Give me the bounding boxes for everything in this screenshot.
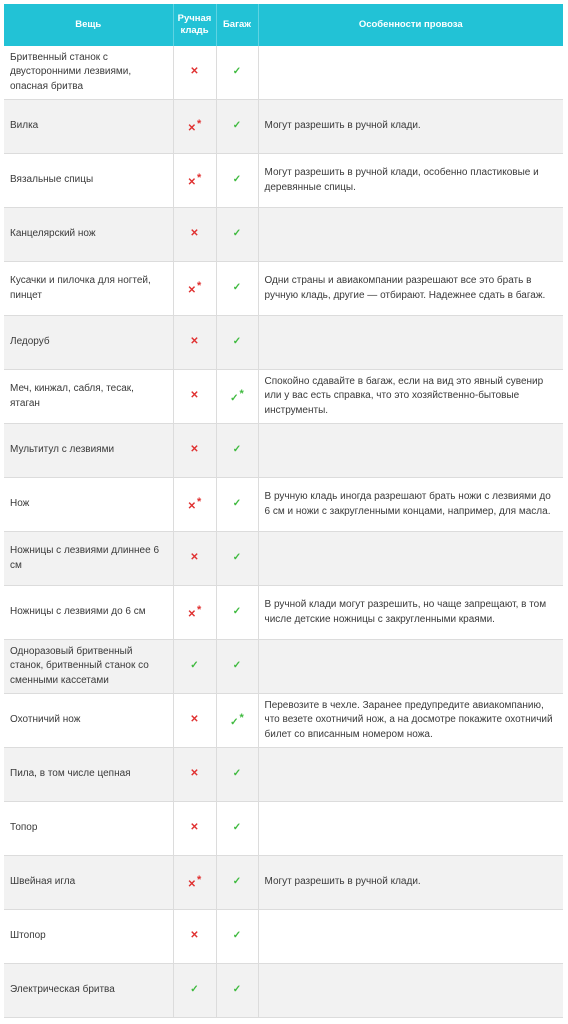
carry-on-cell [173,208,216,262]
cross-icon: ✕ [190,714,199,726]
table-row [4,46,563,100]
carry-on-cell [173,964,216,1018]
checked-baggage-cell [216,586,258,640]
asterisk-icon: * [197,873,202,886]
table-row [4,910,563,964]
cross-icon: ✕ [190,228,199,240]
checked-baggage-cell [216,370,258,424]
checked-baggage-cell [216,154,258,208]
cross-icon: ✕ [187,500,197,512]
carry-on-cell [173,802,216,856]
item-name: Мультитул с лезвиями [4,424,173,478]
checkmark-icon: ✓ [232,66,242,78]
asterisk-icon: * [239,711,244,724]
table-row [4,370,563,424]
checked-baggage-cell [216,694,258,748]
item-name: Одноразовый бритвенный станок, бритвенный станок со сменными кассетами [4,640,173,694]
cross-icon: ✕ [190,66,199,78]
asterisk-icon: * [197,117,202,130]
carry-on-cell [173,100,216,154]
checked-baggage-cell [216,262,258,316]
table-row [4,208,563,262]
item-name: Канцелярский нож [4,208,173,262]
item-name: Бритвенный станок с двусторонними лезвиями, опасная бритва [4,46,173,100]
transport-note [258,640,563,694]
transport-note: Могут разрешить в ручной клади. [258,856,563,910]
header-notes: Особенности провоза [258,4,563,46]
transport-note: Перевозите в чехле. Заранее предупредите авиакомпанию, что везете охотничий нож, а на досмотре покажите охотничий билет со вписанным номером ножа. [258,694,563,748]
checked-baggage-cell [216,424,258,478]
transport-note: Одни страны и авиакомпании разрешают все это брать в ручную кладь, другие — отбирают. Надежнее сдать в багаж. [258,262,563,316]
item-name: Кусачки и пилочка для ногтей, пинцет [4,262,173,316]
checkmark-icon: ✓ [232,876,242,888]
carry-on-cell [173,46,216,100]
table-row [4,964,563,1018]
checkmark-icon: ✓ [232,336,242,348]
table-body [4,46,563,1018]
asterisk-icon: * [197,495,202,508]
checked-baggage-cell [216,100,258,154]
checkmark-icon: ✓ [232,606,242,618]
table-row [4,532,563,586]
carry-on-cell [173,478,216,532]
asterisk-icon: * [197,279,202,292]
transport-note: Могут разрешить в ручной клади, особенно пластиковые и деревянные спицы. [258,154,563,208]
checked-baggage-cell [216,478,258,532]
checkmark-icon: ✓ [190,984,199,996]
checkmark-icon: ✓ [232,444,242,456]
checkmark-icon: ✓ [230,716,239,728]
checked-baggage-cell [216,964,258,1018]
item-name: Вилка [4,100,173,154]
cross-icon: ✕ [190,444,199,456]
carry-on-cell [173,856,216,910]
cross-icon: ✕ [190,822,199,834]
cross-icon: ✕ [190,336,199,348]
item-name: Электрическая бритва [4,964,173,1018]
transport-note [258,802,563,856]
checked-baggage-cell [216,640,258,694]
carry-on-cell [173,748,216,802]
table-row [4,748,563,802]
checkmark-icon: ✓ [232,984,242,996]
checked-baggage-cell [216,532,258,586]
checked-baggage-cell [216,46,258,100]
checkmark-icon: ✓ [232,660,242,672]
table-row [4,802,563,856]
checked-baggage-cell [216,910,258,964]
table-header-row [4,4,563,46]
table-row [4,100,563,154]
checkmark-icon: ✓ [232,768,242,780]
transport-note [258,964,563,1018]
checked-baggage-cell [216,208,258,262]
table-row [4,424,563,478]
checkmark-icon: ✓ [232,228,242,240]
transport-note [258,208,563,262]
asterisk-icon: * [197,171,202,184]
item-name: Швейная игла [4,856,173,910]
table-row [4,316,563,370]
transport-note [258,316,563,370]
item-name: Ледоруб [4,316,173,370]
table-row [4,856,563,910]
carry-on-cell [173,586,216,640]
transport-note: Могут разрешить в ручной клади. [258,100,563,154]
table-row [4,478,563,532]
checkmark-icon: ✓ [230,392,239,404]
table-row [4,262,563,316]
cross-icon: ✕ [187,122,197,134]
checkmark-icon: ✓ [232,498,242,510]
item-name: Пила, в том числе цепная [4,748,173,802]
checked-baggage-cell [216,316,258,370]
cross-icon: ✕ [190,552,199,564]
transport-note [258,910,563,964]
cross-icon: ✕ [187,176,197,188]
checkmark-icon: ✓ [232,282,242,294]
checked-baggage-cell [216,856,258,910]
items-table [4,4,563,1018]
checked-baggage-cell [216,802,258,856]
checkmark-icon: ✓ [232,174,242,186]
carry-on-cell [173,154,216,208]
transport-note [258,532,563,586]
carry-on-cell [173,910,216,964]
transport-note [258,748,563,802]
item-name: Ножницы с лезвиями длиннее 6 см [4,532,173,586]
cross-icon: ✕ [190,768,199,780]
transport-note: Спокойно сдавайте в багаж, если на вид это явный сувенир или у вас есть справка, что это хозяйственно-бытовые инструменты. [258,370,563,424]
cross-icon: ✕ [190,930,199,942]
table-row [4,640,563,694]
table-row [4,694,563,748]
table-row [4,154,563,208]
checked-baggage-cell [216,748,258,802]
item-name: Топор [4,802,173,856]
carry-on-cell [173,424,216,478]
table-row [4,586,563,640]
cross-icon: ✕ [187,608,197,620]
checkmark-icon: ✓ [190,660,199,672]
asterisk-icon: * [239,387,244,400]
transport-note: В ручную кладь иногда разрешают брать ножи с лезвиями до 6 см и ножи с закругленными концами, например, для масла. [258,478,563,532]
cross-icon: ✕ [187,284,197,296]
header-checked: Багаж [216,4,258,46]
item-name: Нож [4,478,173,532]
item-name: Ножницы с лезвиями до 6 см [4,586,173,640]
header-item: Вещь [4,4,173,46]
carry-on-cell [173,370,216,424]
header-carry-on: Ручная кладь [173,4,216,46]
transport-note [258,46,563,100]
checkmark-icon: ✓ [232,822,242,834]
carry-on-cell [173,640,216,694]
item-name: Охотничий нож [4,694,173,748]
item-name: Штопор [4,910,173,964]
item-name: Вязальные спицы [4,154,173,208]
item-name: Меч, кинжал, сабля, тесак, ятаган [4,370,173,424]
carry-on-cell [173,532,216,586]
carry-on-cell [173,262,216,316]
cross-icon: ✕ [190,390,199,402]
transport-note [258,424,563,478]
checkmark-icon: ✓ [232,120,242,132]
checkmark-icon: ✓ [232,930,242,942]
transport-note: В ручной клади могут разрешить, но чаще запрещают, в том числе детские ножницы с закругленными краями. [258,586,563,640]
asterisk-icon: * [197,603,202,616]
cross-icon: ✕ [187,878,197,890]
carry-on-cell [173,694,216,748]
carry-on-cell [173,316,216,370]
checkmark-icon: ✓ [232,552,242,564]
